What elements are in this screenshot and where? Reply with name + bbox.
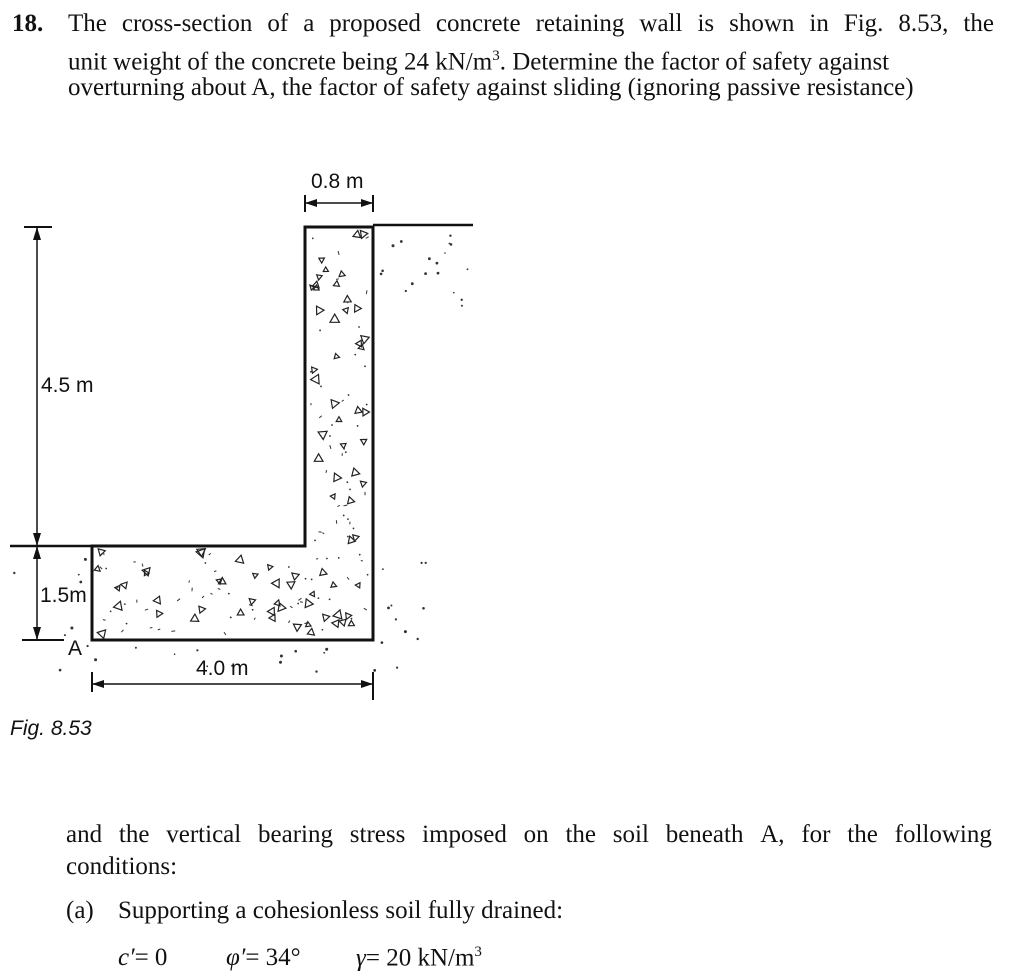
concrete-speck: [98, 549, 105, 556]
continuation-line-1-word: the: [118, 821, 150, 848]
concrete-speck: [336, 279, 339, 280]
soil-dot: [381, 270, 384, 273]
concrete-speck: [157, 610, 163, 617]
concrete-speck: [288, 566, 290, 568]
concrete-speck: [361, 561, 363, 562]
concrete-speck: [333, 281, 339, 287]
continuation-line-1-word: beneath: [665, 821, 744, 848]
soil-dot: [323, 652, 325, 654]
concrete-speck: [355, 407, 362, 414]
stem-width-arrow-left: [305, 199, 317, 207]
soil-dot: [174, 653, 176, 655]
concrete-speck: [348, 620, 354, 625]
question-number: 18.: [12, 10, 44, 37]
continuation-line-1-word: stress: [349, 821, 406, 848]
concrete-speck: [249, 605, 253, 606]
soil-dot: [428, 257, 431, 260]
soil-dot: [325, 648, 328, 651]
question-line-2-text: unit weight of the concrete being 24 kN/m: [68, 48, 493, 76]
question-line-1-word: Fig.: [843, 10, 884, 37]
soil-dot: [392, 244, 395, 247]
soil-dot: [411, 282, 414, 285]
soil-dot: [461, 305, 463, 307]
question-line-3: overturning about A, the factor of safety against sliding (ignoring passive resistance): [68, 74, 914, 101]
base-thickness-label: 1.5m: [40, 584, 87, 607]
concrete-speck: [363, 408, 370, 416]
concrete-speck: [330, 494, 335, 499]
soil-dot: [400, 240, 403, 243]
concrete-speck: [272, 579, 280, 588]
concrete-speck: [344, 505, 348, 506]
soil-dot: [13, 572, 15, 574]
concrete-speck: [171, 631, 175, 632]
concrete-speck: [299, 598, 302, 600]
concrete-speck: [342, 400, 344, 401]
soil-dot: [59, 669, 62, 672]
concrete-speck: [366, 404, 368, 406]
concrete-speck: [319, 258, 325, 263]
soil-dot: [395, 618, 397, 620]
concrete-speck: [278, 603, 286, 611]
concrete-speck: [343, 448, 345, 450]
concrete-speck: [323, 614, 330, 621]
concrete-speck: [331, 400, 339, 409]
concrete-speck: [150, 628, 153, 629]
soil-dot: [449, 235, 451, 237]
concrete-speck: [311, 374, 320, 384]
parameter-symbol: γ: [356, 944, 366, 972]
continuation-line-1-word: and: [66, 821, 103, 848]
concrete-speck: [142, 564, 143, 567]
soil-dot: [396, 667, 398, 669]
concrete-speck: [114, 601, 123, 610]
base-width-arrow-left: [92, 680, 104, 688]
wall-outline: [92, 227, 373, 640]
concrete-speck: [338, 251, 339, 255]
concrete-speck: [322, 533, 324, 534]
concrete-speck: [103, 620, 106, 621]
concrete-speck: [288, 621, 289, 623]
concrete-speck: [366, 290, 367, 294]
soil-dot: [421, 562, 423, 564]
concrete-speck: [121, 582, 127, 589]
concrete-speck: [330, 445, 331, 449]
question-line-1-word: is: [697, 10, 715, 37]
concrete-speck: [310, 371, 312, 373]
concrete-speck: [336, 417, 342, 422]
concrete-speck: [228, 593, 230, 595]
concrete-speck: [359, 554, 361, 556]
concrete-speck: [267, 607, 274, 615]
concrete-speck: [209, 553, 211, 555]
soil-dot: [450, 243, 453, 246]
base-thickness-arrow-bottom: [33, 627, 41, 640]
concrete-speck: [349, 489, 351, 491]
continuation-line-1-word: imposed: [422, 821, 507, 848]
concrete-speck: [364, 608, 367, 610]
concrete-speck: [252, 609, 254, 611]
concrete-speck: [254, 618, 255, 620]
concrete-speck: [317, 306, 325, 315]
soil-parameter: [356, 944, 482, 972]
stem-width-label: 0.8 m: [311, 170, 364, 193]
stem-height-arrow-bottom: [33, 533, 41, 546]
figure-caption: Fig. 8.53: [10, 717, 92, 740]
concrete-speck: [319, 532, 322, 533]
soil-dot: [425, 562, 427, 564]
concrete-speck: [287, 582, 295, 589]
continuation-line-1-word: bearing: [258, 821, 333, 848]
concrete-speck: [311, 578, 313, 580]
soil-dot: [79, 581, 82, 584]
continuation-line-1: [66, 819, 992, 851]
question-line-1-word: of: [267, 10, 289, 37]
concrete-speck: [110, 611, 112, 613]
concrete-speck: [314, 540, 316, 542]
concrete-speck: [332, 620, 339, 628]
soil-dot: [380, 273, 383, 276]
concrete-speck: [337, 505, 339, 506]
concrete-speck: [305, 599, 313, 608]
condition-a: [66, 897, 563, 925]
concrete-speck: [326, 558, 328, 560]
concrete-speck: [346, 481, 348, 483]
question-line-1-word: 8.53,: [898, 10, 949, 37]
soil-dot: [64, 634, 66, 636]
concrete-speck: [312, 367, 318, 373]
question-line-1-word: in: [809, 10, 829, 37]
concrete-speck: [204, 562, 206, 564]
soil-dot: [417, 638, 419, 640]
soil-dot: [453, 292, 455, 294]
concrete-speck: [214, 571, 216, 572]
question-line-1-word: The: [68, 10, 107, 37]
concrete-speck: [158, 629, 161, 630]
cubic-superscript: 3: [492, 48, 500, 64]
concrete-speck: [360, 231, 367, 239]
continuation-line-1-word: soil: [612, 821, 649, 848]
soil-dot: [390, 605, 392, 607]
continuation-line-2: conditions:: [66, 853, 178, 880]
concrete-speck: [334, 354, 339, 359]
concrete-speck: [339, 271, 345, 277]
concrete-speck: [339, 619, 346, 626]
concrete-speck: [367, 574, 369, 576]
concrete-speck: [326, 470, 327, 473]
concrete-speck: [97, 630, 105, 639]
concrete-speck: [330, 314, 339, 322]
concrete-speck: [317, 275, 322, 280]
soil-dot: [84, 558, 87, 561]
concrete-speck: [235, 555, 243, 563]
soil-dot: [437, 272, 440, 275]
concrete-speck: [355, 583, 360, 588]
soil-dot: [78, 574, 80, 576]
soil-dot: [94, 658, 97, 661]
question-line-1-word: the: [963, 10, 994, 37]
concrete-speck: [345, 451, 347, 453]
soil-dot: [196, 649, 198, 651]
concrete-speck: [333, 610, 342, 619]
concrete-speck: [305, 578, 307, 580]
concrete-speck: [297, 603, 299, 605]
concrete-speck: [361, 336, 369, 344]
concrete-speck: [361, 439, 367, 444]
soil-dot: [382, 568, 384, 570]
concrete-speck: [105, 568, 107, 570]
concrete-speck: [121, 630, 123, 632]
question-line-1-word: a: [303, 10, 315, 37]
concrete-speck: [316, 559, 318, 560]
question-line-1-word: cross-section: [121, 10, 253, 37]
concrete-speck: [348, 394, 350, 396]
soil-dot: [422, 607, 425, 610]
concrete-speck: [347, 518, 349, 520]
concrete-speck: [329, 598, 331, 600]
continuation-line-1-word: following: [894, 821, 992, 848]
base-width-label: 4.0 m: [196, 657, 249, 680]
concrete-speck: [351, 618, 353, 620]
concrete-speck: [219, 578, 226, 584]
question-line-1-word: wall: [639, 10, 683, 37]
concrete-speck: [126, 623, 128, 625]
concrete-speck: [94, 566, 100, 572]
stem-height-label: 4.5 m: [41, 374, 94, 397]
continuation-line-1-word: A,: [760, 821, 785, 848]
concrete-speck: [312, 238, 314, 240]
concrete-speck: [358, 326, 360, 328]
continuation-line-1-word: the: [847, 821, 878, 848]
point-a-label: A: [68, 637, 83, 660]
concrete-texture: [94, 230, 369, 638]
concrete-speck: [314, 454, 323, 462]
concrete-speck: [347, 577, 349, 579]
parameter-value: = 0: [134, 944, 168, 971]
base-thickness-arrow-top: [33, 546, 41, 559]
soil-dot: [87, 645, 89, 647]
concrete-speck: [360, 481, 366, 487]
concrete-speck: [343, 515, 345, 517]
concrete-speck: [249, 599, 255, 605]
soil-dot: [436, 262, 439, 265]
soil-dot: [279, 661, 282, 664]
question-line-2-tail: . Determine the factor of safety against: [499, 48, 890, 76]
concrete-speck: [340, 443, 346, 448]
concrete-speck: [344, 296, 351, 303]
concrete-speck: [210, 593, 212, 594]
stem-height-arrow-top: [33, 227, 41, 240]
condition-a-label: (a): [66, 897, 94, 924]
concrete-speck: [293, 624, 301, 631]
question-line-1-word: proposed: [329, 10, 421, 37]
soil-dot: [444, 252, 446, 254]
base-width-arrow-right: [361, 680, 373, 688]
concrete-speck: [364, 365, 366, 367]
concrete-speck: [331, 582, 337, 587]
concrete-speck: [320, 569, 327, 576]
concrete-speck: [292, 573, 299, 580]
concrete-speck: [329, 435, 331, 437]
concrete-speck: [353, 528, 355, 530]
concrete-speck: [224, 632, 226, 635]
concrete-speck: [310, 591, 315, 596]
concrete-speck: [334, 473, 342, 481]
continuation-line-1-word: vertical: [166, 821, 242, 848]
soil-dot: [424, 272, 427, 275]
concrete-speck: [290, 606, 292, 608]
question-line-1-word: retaining: [535, 10, 625, 37]
concrete-speck: [307, 628, 314, 635]
soil-dot: [387, 607, 390, 610]
soil-parameter: [118, 944, 167, 972]
concrete-speck: [354, 354, 356, 356]
concrete-speck: [355, 305, 362, 313]
parameter-symbol: c′: [118, 944, 135, 971]
concrete-speck: [318, 597, 320, 599]
concrete-speck: [153, 596, 160, 604]
concrete-speck: [230, 617, 232, 619]
concrete-speck: [218, 589, 221, 590]
soil-dot: [381, 641, 384, 644]
concrete-speck: [253, 573, 258, 578]
parameter-superscript: 3: [474, 944, 482, 960]
concrete-speck: [319, 329, 321, 331]
concrete-speck: [320, 386, 322, 388]
parameter-symbol: φ′: [226, 944, 246, 971]
soil-dot: [135, 647, 137, 649]
concrete-speck: [145, 609, 148, 610]
soil-dot: [280, 655, 283, 658]
soil-dot: [373, 669, 376, 672]
concrete-speck: [343, 308, 349, 314]
soil-dot: [315, 670, 317, 672]
question-line-1-word: shown: [729, 10, 795, 37]
soil-dot: [461, 299, 463, 301]
soil-dot: [467, 268, 469, 270]
soil-dot: [70, 627, 73, 630]
concrete-speck: [191, 614, 199, 621]
continuation-line-1-word: for: [801, 821, 831, 848]
concrete-speck: [348, 497, 355, 504]
concrete-speck: [366, 237, 369, 238]
continuation-line-1-word: on: [523, 821, 549, 848]
concrete-speck: [319, 416, 322, 418]
concrete-speck: [177, 599, 180, 601]
concrete-speck: [268, 565, 273, 570]
question-line-1-word: concrete: [435, 10, 521, 37]
soil-dot: [404, 630, 407, 633]
concrete-speck: [353, 230, 361, 237]
concrete-speck: [352, 468, 360, 476]
concrete-speck: [323, 267, 328, 272]
parameter-value: = 34°: [245, 944, 301, 971]
parameter-value: = 20 kN/m: [365, 944, 475, 972]
concrete-speck: [100, 567, 102, 569]
soil-dot: [405, 290, 407, 292]
concrete-speck: [237, 609, 244, 615]
concrete-speck: [318, 431, 327, 439]
condition-a-text: Supporting a cohesionless soil fully drained:: [118, 897, 564, 924]
concrete-speck: [322, 629, 324, 631]
concrete-speck: [331, 424, 333, 426]
continuation-line-1-word: the: [565, 821, 596, 848]
concrete-speck: [202, 596, 204, 598]
concrete-speck: [348, 536, 355, 543]
concrete-speck: [347, 536, 349, 538]
concrete-speck: [124, 603, 126, 605]
concrete-speck: [338, 557, 340, 559]
concrete-speck: [357, 425, 359, 427]
soil-parameter: [226, 944, 301, 972]
soil-dot: [294, 650, 297, 653]
concrete-speck: [199, 606, 206, 613]
stem-width-arrow-right: [361, 199, 373, 207]
concrete-speck: [189, 580, 190, 582]
